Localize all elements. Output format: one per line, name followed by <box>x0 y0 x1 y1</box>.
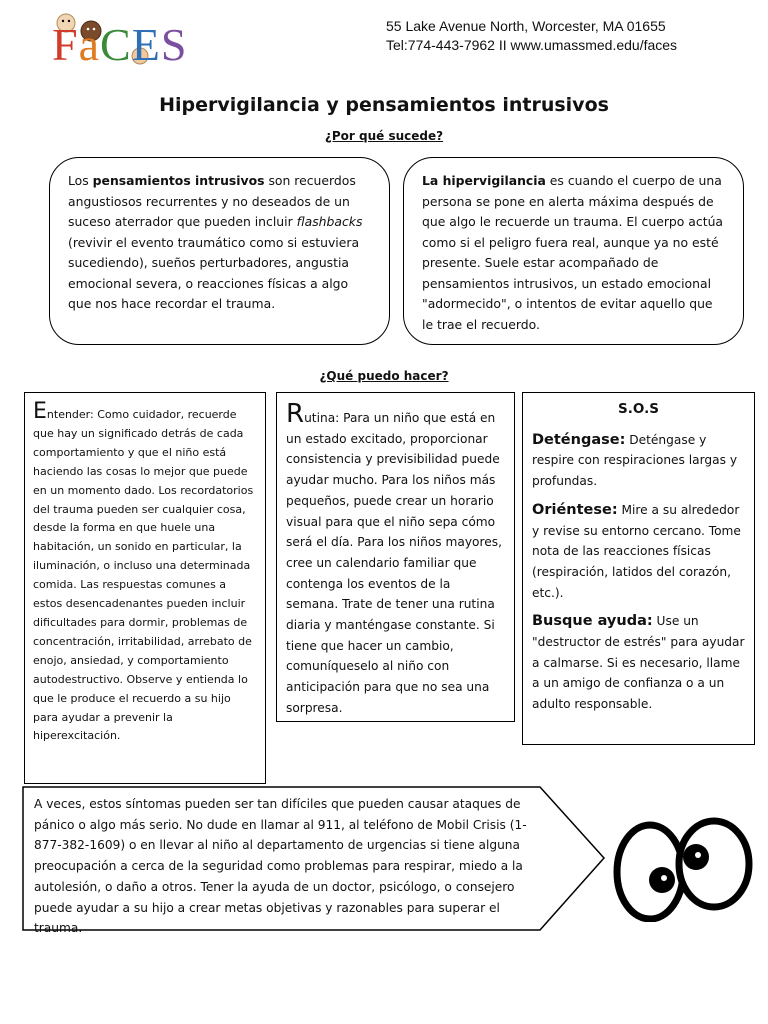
term-hypervigilance: La hipervigilancia <box>422 173 546 188</box>
sos-item-help <box>532 611 745 715</box>
rutina-text: utina: Para un niño que está en un estado excitado, proporcionar consistencia y previsibilidad puede ayudar mucho. Para los niños más pequeños, puede crear un horario visual para que el niño sepa cómo será el día. Para los niños mayores, cree un calendario familiar que contenga los eventos de la semana. Trate de tener una rutina diaria y manténgase constante. Si tiene que hacer un cambio, comuníqueselo al niño con anticipación para que no sea una sorpresa. <box>286 411 502 715</box>
subheading-why: ¿Por qué sucede? <box>324 129 444 143</box>
sos-box <box>522 392 755 745</box>
entender-initial: E <box>33 399 47 424</box>
sos-title: S.O.S <box>618 401 659 417</box>
hypervigilance-box <box>403 157 744 345</box>
sos-item-orient <box>532 500 745 604</box>
entender-box <box>24 392 266 784</box>
sos-item-stop <box>532 430 745 492</box>
sos-orient-text: Mire a su alrededor y revise su entorno cercano. Tome nota de las reacciones físicas (respiración, latidos del corazón, etc.). <box>532 502 741 600</box>
sos-stop-head: Deténgase: <box>532 431 626 448</box>
rutina-initial: R <box>286 399 305 429</box>
warning-text: A veces, estos síntomas pueden ser tan difíciles que pueden causar ataques de pánico o algo más serio. No dude en llamar al 911, al teléfono de Mobil Crisis (1-877-382-1609) o en llevar al niño al departamento de urgencias si tiene alguna preocupación a cerca de la seguridad como problemas para respirar, miedo a la autolesión, o daño a otros. Tener la ayuda de un doctor, psicólogo, o consejero puede ayudar a su hijo a crear metas objetivas y razonables para superar el trauma. <box>34 797 527 936</box>
entender-text: ntender: Como cuidador, recuerde que hay un significado detrás de cada comportamiento y que el niño está haciendo las cosas lo mejor que puede en un momento dado. Los recordatorios del trauma pueden ser cualquier cosa, desde la forma en que huele una habitación, un sonido en particular, la iluminación, o incluso una determinada comida. Las respuestas comunes a estos desencadenantes pueden incluir dificultades para dormir, problemas de concentración, irritabilidad, arrebato de enojo, ansiedad, y comportamiento autodestructivo. Observe y entienda lo que le produce el recuerdo a su hijo para ayudar a prevenir la hiperexcitación. <box>33 408 254 743</box>
cartoon-eyes-icon <box>610 812 760 922</box>
flashbacks-term: flashbacks <box>296 214 363 229</box>
sos-stop-text: Deténgase y respire con respiraciones largas y profundas. <box>532 432 738 489</box>
definition-text-cont: (revivir el evento traumático como si estuviera sucediendo), sueños perturbadores, angustia emocional severa, o reacciones físicas a algo que nos hace recordar el trauma. <box>68 234 360 311</box>
intro-text: Los <box>68 173 93 188</box>
hypervigilance-text: es cuando el cuerpo de una persona se pone en alerta máxima después de que algo le recuerde un trauma. El cuerpo actúa como si el peligro fuera real, aunque ya no esté presente. Suele estar acompañado de pensamientos intrusivos, un estado emocional "adormecido", o intentos de evitar aquello que le trae el recuerdo. <box>422 173 724 332</box>
logo-text: FaCES <box>52 19 188 70</box>
sos-help-head: Busque ayuda: <box>532 613 653 630</box>
sos-help-text: Use un "destructor de estrés" para ayudar a calmarse. Si es necesario, llame a un amigo de confianza o a un adulto responsable. <box>532 614 745 712</box>
contact-info <box>386 17 726 55</box>
subheading-what: ¿Qué puedo hacer? <box>319 369 449 383</box>
sos-orient-head: Oriéntese: <box>532 501 618 518</box>
contact-line: Tel:774-443-7962 II www.umassmed.edu/faces <box>386 37 678 53</box>
address-line: 55 Lake Avenue North, Worcester, MA 01655 <box>386 18 666 34</box>
definition-text: son recuerdos angustiosos recurrentes y no deseados de un suceso aterrador que pueden incluir <box>68 173 356 229</box>
term-intrusive-thoughts: pensamientos intrusivos <box>92 173 265 188</box>
intrusive-thoughts-box <box>49 157 390 345</box>
rutina-box <box>276 392 515 722</box>
page-title: Hipervigilancia y pensamientos intrusivos <box>159 94 609 116</box>
